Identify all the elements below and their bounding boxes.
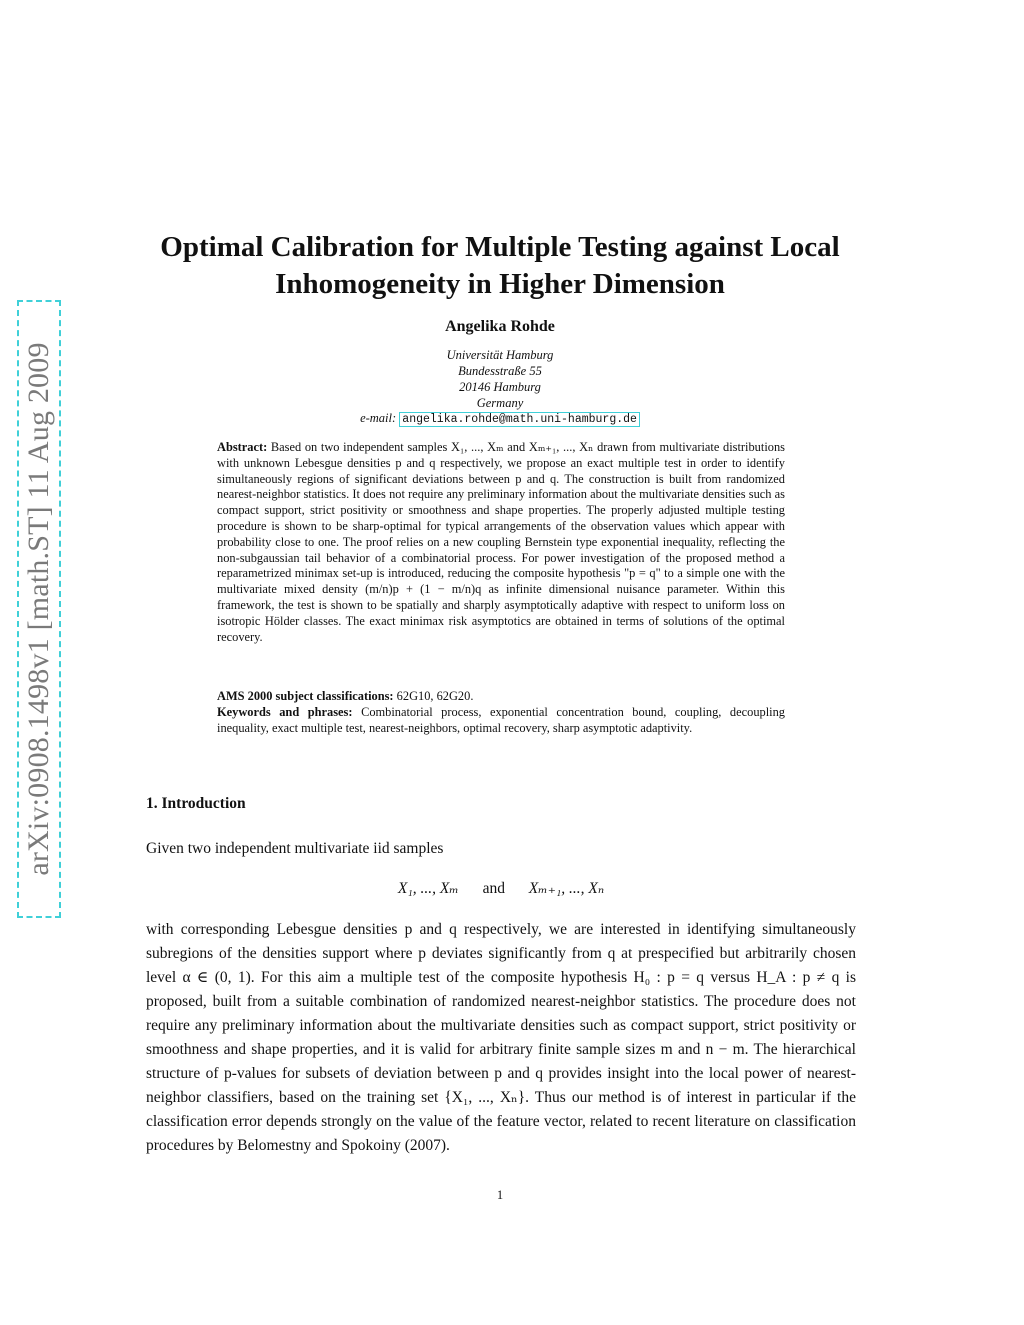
body-paragraph: with corresponding Lebesgue densities p and q respectively, we are interested in identifying simultaneously subregions of the densities support where p deviates significantly from q at prespecified but arbitrarily chosen level α ∈ (0, 1). For this aim a multiple test of the composite hypothesis H₀ : p = q versus H_A : p ≠ q is proposed, built from a suitable combination of randomized nearest-neighbor statistics. The procedure does not require any preliminary information about the multivariate densities such as compact support, strict positivity or smoothness and shape properties, and it is valid for arbitrary finite sample sizes m and n − m. The hierarchical structure of p-values for subsets of deviation between p and q provides insight into the local power of nearest-neighbor classifiers, based on the training set {X₁, ..., Xₙ}. Thus our method is of interest in particular if the classification error depends strongly on the value of the feature vector, related to recent literature on classification procedures by Belomestny and Spokoiny (2007).	[146, 921, 856, 1154]
equation-left: X₁, ..., Xₘ	[397, 880, 459, 897]
affiliation-line: Universität Hamburg	[446, 348, 554, 362]
abstract-text: Based on two independent samples X₁, ..., Xₘ and Xₘ₊₁, ..., Xₙ drawn from multivariate distributions with unknown Lebesgue densities p and q respectively, we propose an exact multiple test in order to identify simultaneously regions of significant deviations between p and q. The construction is built from randomized nearest-neighbor statistics. It does not require any preliminary information about the multivariate densities such as compact support, strict positivity or smoothness and shape properties. The properly adjusted multiple testing procedure is shown to be sharp-optimal for typical arrangements of the observation values which appear with probability close to one. The proof relies on a new coupling Bernstein type exponential inequality, reflecting the non-subgaussian tail behavior of a combinatorial process. For power investigation of the proposed method a reparametrized minimax set-up is introduced, reducing the composite hypothesis "p = q" to a simple one with the multivariate mixed density (m/n)p + (1 − m/n)q as infinite dimensional nuisance parameter. Within this framework, the test is shown to be spatially and sharply asymptotically adaptive with respect to uniform loss on isotropic Hölder classes. The exact minimax risk asymptotics are obtained in terms of solutions of the optimal recovery.	[217, 440, 785, 644]
abstract-label: Abstract:	[217, 440, 268, 454]
keywords-label: Keywords and phrases:	[217, 704, 353, 719]
affiliation-line: Germany	[476, 396, 524, 410]
affiliation-line: Bundesstraße 55	[458, 364, 542, 378]
equation-right: Xₘ₊₁, ..., Xₙ	[528, 880, 605, 897]
display-equation	[146, 879, 856, 898]
paper-title: Optimal Calibration for Multiple Testing against Local Inhomogeneity in Higher Dimension	[160, 231, 840, 300]
author-name: Angelika Rohde	[445, 318, 555, 335]
ams-value: 62G10, 62G20.	[396, 689, 474, 703]
section-heading: 1. Introduction	[146, 795, 246, 812]
ams-label: AMS 2000 subject classifications:	[217, 689, 394, 703]
abstract	[217, 440, 785, 645]
intro-sentence: Given two independent multivariate iid samples	[146, 840, 444, 857]
equation-and: and	[482, 880, 505, 897]
email-link[interactable]: angelika.rohde@math.uni-hamburg.de	[399, 412, 640, 427]
classification-block	[217, 689, 785, 736]
email-line	[250, 411, 750, 426]
page-number: 1	[496, 1188, 504, 1202]
email-label: e-mail:	[360, 411, 397, 425]
affiliation	[300, 347, 700, 411]
affiliation-line: 20146 Hamburg	[459, 380, 541, 394]
keywords-value: Combinatorial process, exponential concentration bound, coupling, decoupling inequality, exact multiple test, nearest-neighbors, optimal recovery, sharp asymptotic adaptivity.	[217, 704, 785, 735]
arxiv-stamp[interactable]: arXiv:0908.1498v1 [math.ST] 11 Aug 2009	[22, 342, 55, 876]
